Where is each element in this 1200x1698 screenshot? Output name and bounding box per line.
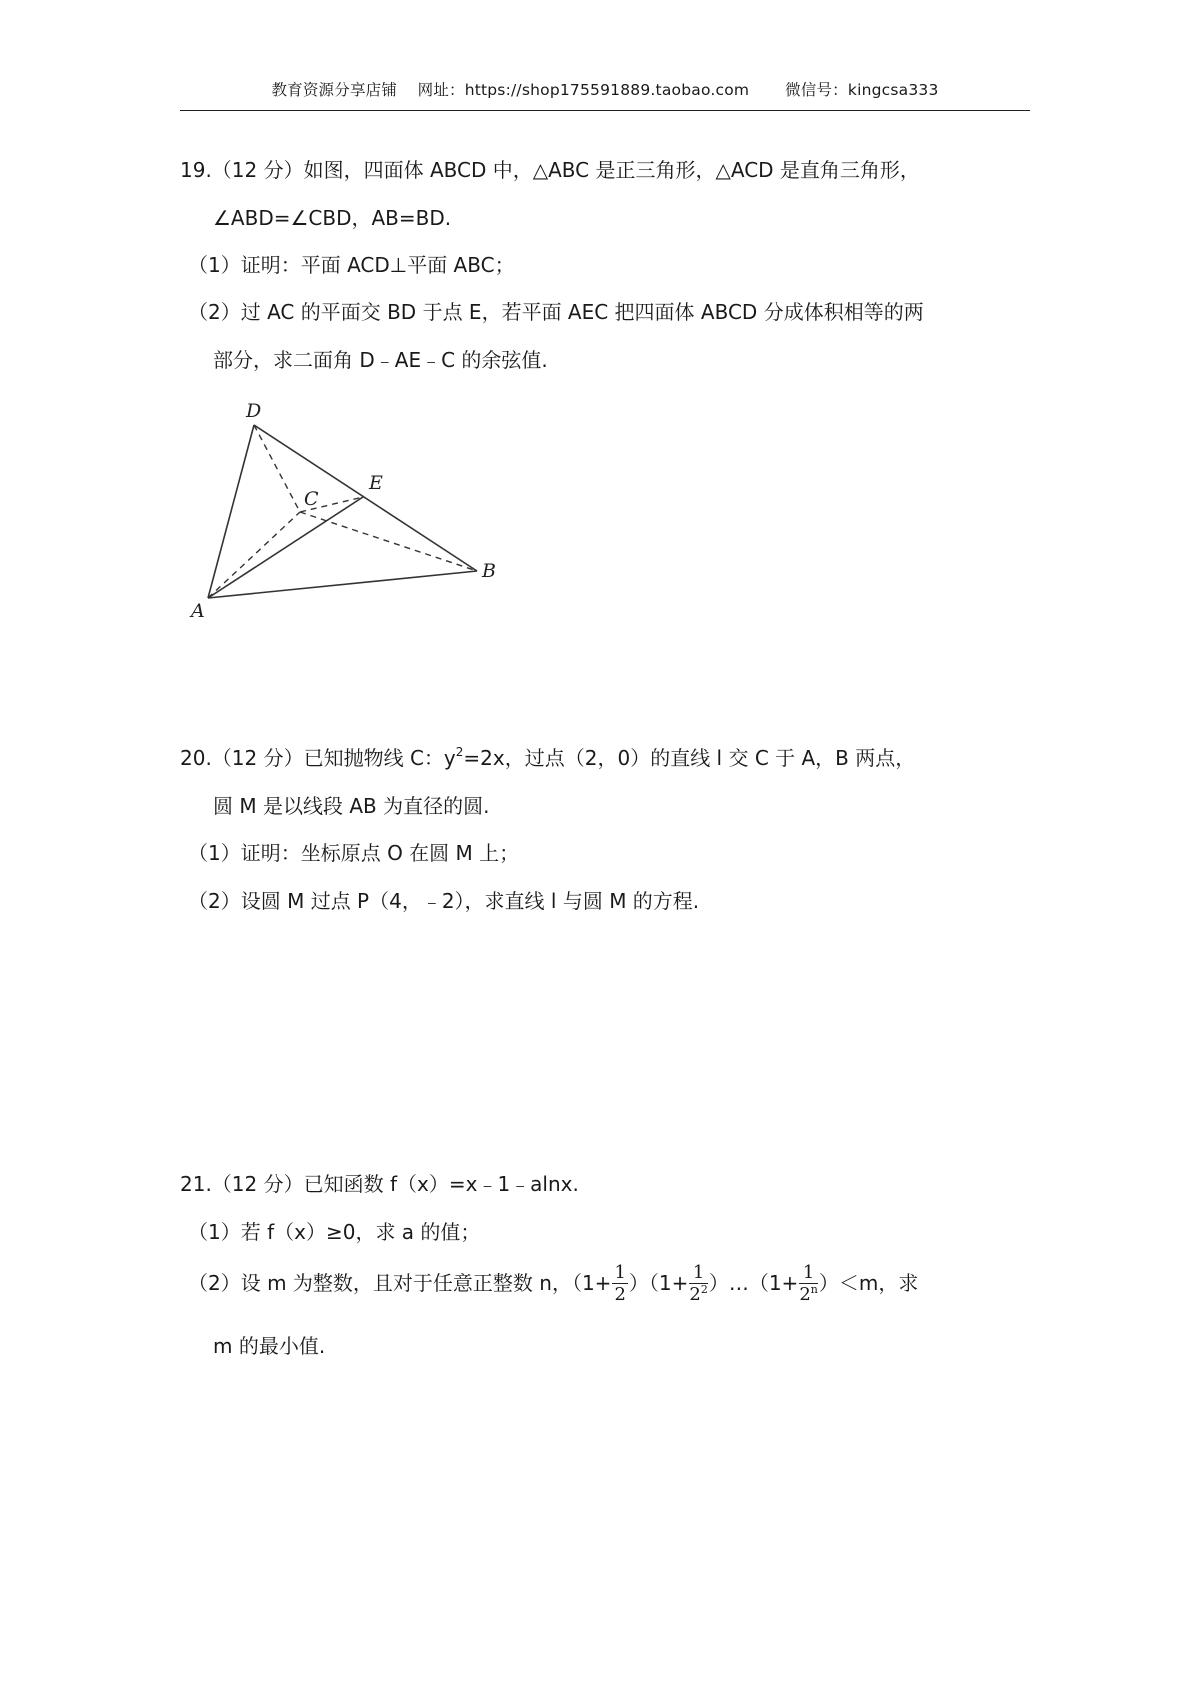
fraction-3-denominator bbox=[799, 1284, 818, 1306]
fraction-2-exponent: 2 bbox=[700, 1283, 708, 1296]
header-wechat-id: kingcsa333 bbox=[847, 81, 939, 99]
label-c: C bbox=[304, 488, 319, 510]
page-header bbox=[180, 78, 1030, 100]
edge-ac bbox=[208, 512, 300, 598]
q20-part-2: （2）设圆 M 过点 P（4，﹣2），求直线 l 与圆 M 的方程. bbox=[188, 889, 700, 913]
fraction-3-numerator: 1 bbox=[799, 1263, 818, 1284]
header-site-url[interactable]: https://shop175591889.taobao.com bbox=[464, 81, 750, 99]
fraction-2 bbox=[689, 1263, 707, 1306]
edge-dc bbox=[254, 425, 300, 512]
header-wechat-label: 微信号： bbox=[785, 81, 848, 99]
label-a: A bbox=[191, 600, 205, 622]
q21-part-2-post: ）＜m，求 bbox=[818, 1271, 919, 1295]
edge-db bbox=[254, 425, 477, 571]
fraction-3-base: 2 bbox=[799, 1284, 811, 1305]
fraction-3-exponent: n bbox=[810, 1283, 818, 1296]
fraction-1 bbox=[612, 1263, 627, 1306]
q19-line-2: ∠ABD=∠CBD，AB=BD. bbox=[213, 206, 452, 230]
fraction-1-numerator: 1 bbox=[614, 1262, 626, 1283]
header-rule bbox=[180, 110, 1030, 111]
q20-exponent: 2 bbox=[455, 745, 464, 759]
q21-part-2-line-1 bbox=[188, 1252, 918, 1314]
q19-line-1: 19.（12 分）如图，四面体 ABCD 中，△ABC 是正三角形，△ACD 是直角三角形， bbox=[180, 158, 920, 182]
fraction-2-numerator: 1 bbox=[689, 1263, 707, 1284]
q20-part-1: （1）证明：坐标原点 O 在圆 M 上； bbox=[188, 841, 520, 865]
edge-cb bbox=[300, 512, 477, 571]
label-e: E bbox=[369, 472, 383, 494]
label-b: B bbox=[482, 560, 496, 582]
header-shop-name: 教育资源分享店铺 bbox=[271, 81, 398, 99]
fraction-3 bbox=[799, 1263, 818, 1306]
q20-line-2: 圆 M 是以线段 AB 为直径的圆. bbox=[213, 794, 490, 818]
q20-line-1-post: =2x，过点（2，0）的直线 l 交 C 于 A，B 两点， bbox=[463, 746, 916, 770]
fraction-2-base: 2 bbox=[689, 1284, 701, 1305]
q21-part-2-mid-1: ）（1+ bbox=[628, 1271, 689, 1295]
q21-part-2-pre: （2）设 m 为整数，且对于任意正整数 n，（1+ bbox=[188, 1271, 612, 1295]
tetrahedron-figure bbox=[180, 395, 510, 625]
q20-line-1 bbox=[180, 744, 915, 772]
fraction-1-denominator: 2 bbox=[614, 1284, 626, 1305]
header-site-label: 网址： bbox=[417, 81, 465, 99]
label-d: D bbox=[246, 400, 262, 422]
fraction-2-denominator bbox=[689, 1284, 707, 1306]
q21-part-2-line-2: m 的最小值. bbox=[213, 1334, 326, 1358]
edge-ab bbox=[208, 571, 477, 598]
q19-part-1: （1）证明：平面 ACD⊥平面 ABC； bbox=[188, 253, 515, 277]
q19-part-2-line-1: （2）过 AC 的平面交 BD 于点 E，若平面 AEC 把四面体 ABCD 分成体积相等的两 bbox=[188, 300, 924, 324]
q21-line-1: 21.（12 分）已知函数 f（x）=x﹣1﹣alnx. bbox=[180, 1172, 579, 1196]
q20-line-1-pre: 20.（12 分）已知抛物线 C：y bbox=[180, 746, 456, 770]
q21-part-1: （1）若 f（x）≥0，求 a 的值； bbox=[188, 1220, 481, 1244]
q19-part-2-line-2: 部分，求二面角 D﹣AE﹣C 的余弦值. bbox=[213, 348, 548, 372]
q21-part-2-mid-2: ）…（1+ bbox=[708, 1271, 799, 1295]
